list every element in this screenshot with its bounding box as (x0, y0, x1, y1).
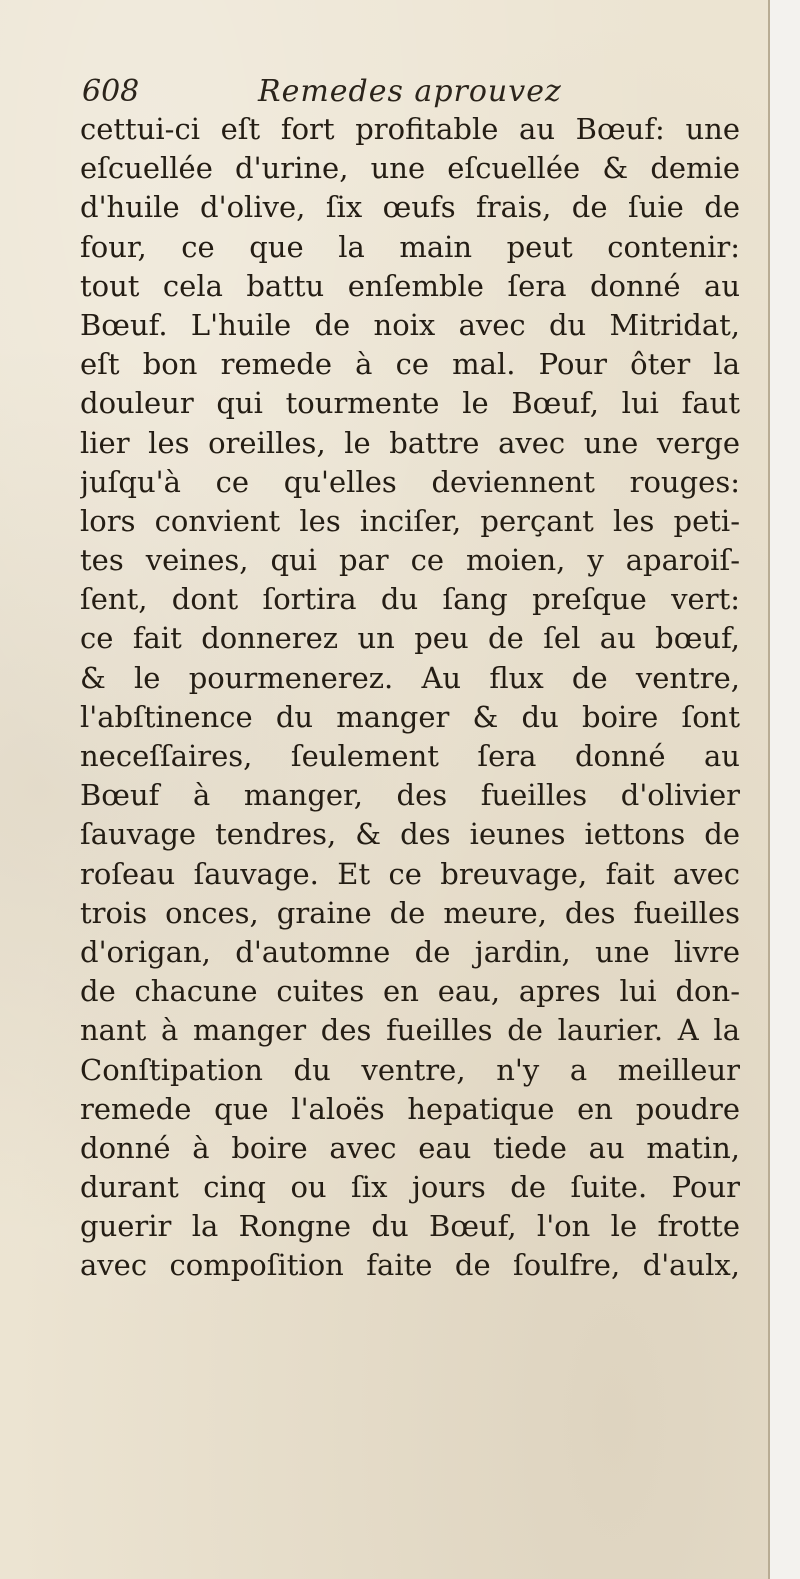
text-line: lier les oreilles, le battre avec une verge (80, 425, 740, 460)
page-header (82, 74, 742, 114)
text-line: d'origan, d'automne de jardin, une livre (80, 934, 740, 969)
text-line: tout cela battu enſemble ſera donné au (80, 268, 740, 303)
text-line: roſeau ſauvage. Et ce breuvage, fait avec (80, 856, 740, 891)
text-line: l'abſtinence du manger & du boire ſont (80, 699, 740, 734)
scan-background-edge (770, 0, 800, 1579)
text-line: nant à manger des fueilles de laurier. A la (80, 1013, 740, 1048)
text-line: lors convient les inciſer, perçant les peti- (80, 503, 740, 538)
text-line: juſqu'à ce qu'elles deviennent rouges: (80, 464, 740, 499)
text-line: four, ce que la main peut contenir: (80, 229, 740, 264)
text-line: douleur qui tourmente le Bœuf, lui faut (80, 386, 740, 421)
text-line: guerir la Rongne du Bœuf, l'on le frotte (80, 1209, 740, 1244)
text-line: Bœuf. L'huile de noix avec du Mitridat, (80, 307, 740, 342)
text-line: durant cinq ou ſix jours de ſuite. Pour (80, 1170, 740, 1205)
running-head: Remedes aprouvez (258, 74, 562, 109)
text-line: Conſtipation du ventre, n'y a meilleur (80, 1052, 740, 1087)
text-line: neceſſaires, ſeulement ſera donné au (80, 739, 740, 773)
text-line: & le pourmenerez. Au flux de ventre, (80, 660, 740, 695)
text-line: ce fait donnerez un peu de ſel au bœuf, (80, 621, 740, 656)
text-line: cettui-ci eſt fort profitable au Bœuf: une (80, 112, 740, 146)
text-line: avec compoſition faite de ſoulfre, d'aulx, (80, 1248, 740, 1283)
text-line: de chacune cuites en eau, apres lui don- (80, 974, 740, 1009)
text-line: remede que l'aloës hepatique en poudre (80, 1091, 740, 1126)
text-line: donné à boire avec eau tiede au matin, (80, 1130, 740, 1165)
text-line: trois onces, graine de meure, des fueilles (80, 895, 740, 930)
text-line: ſauvage tendres, & des ieunes iettons de (80, 817, 740, 852)
text-line: Bœuf à manger, des fueilles d'olivier (80, 778, 740, 813)
text-line: eſcuellée d'urine, une eſcuellée & demie (80, 151, 740, 186)
text-line: d'huile d'olive, ſix œufs frais, de ſuie de (80, 190, 740, 225)
text-line: tes veines, qui par ce moien, y aparoiſ- (80, 543, 740, 578)
body-text (80, 110, 740, 1286)
text-line: eſt bon remede à ce mal. Pour ôter la (80, 347, 740, 382)
page-number: 608 (82, 74, 140, 109)
text-line: ſent, dont ſortira du ſang preſque vert: (80, 582, 740, 617)
